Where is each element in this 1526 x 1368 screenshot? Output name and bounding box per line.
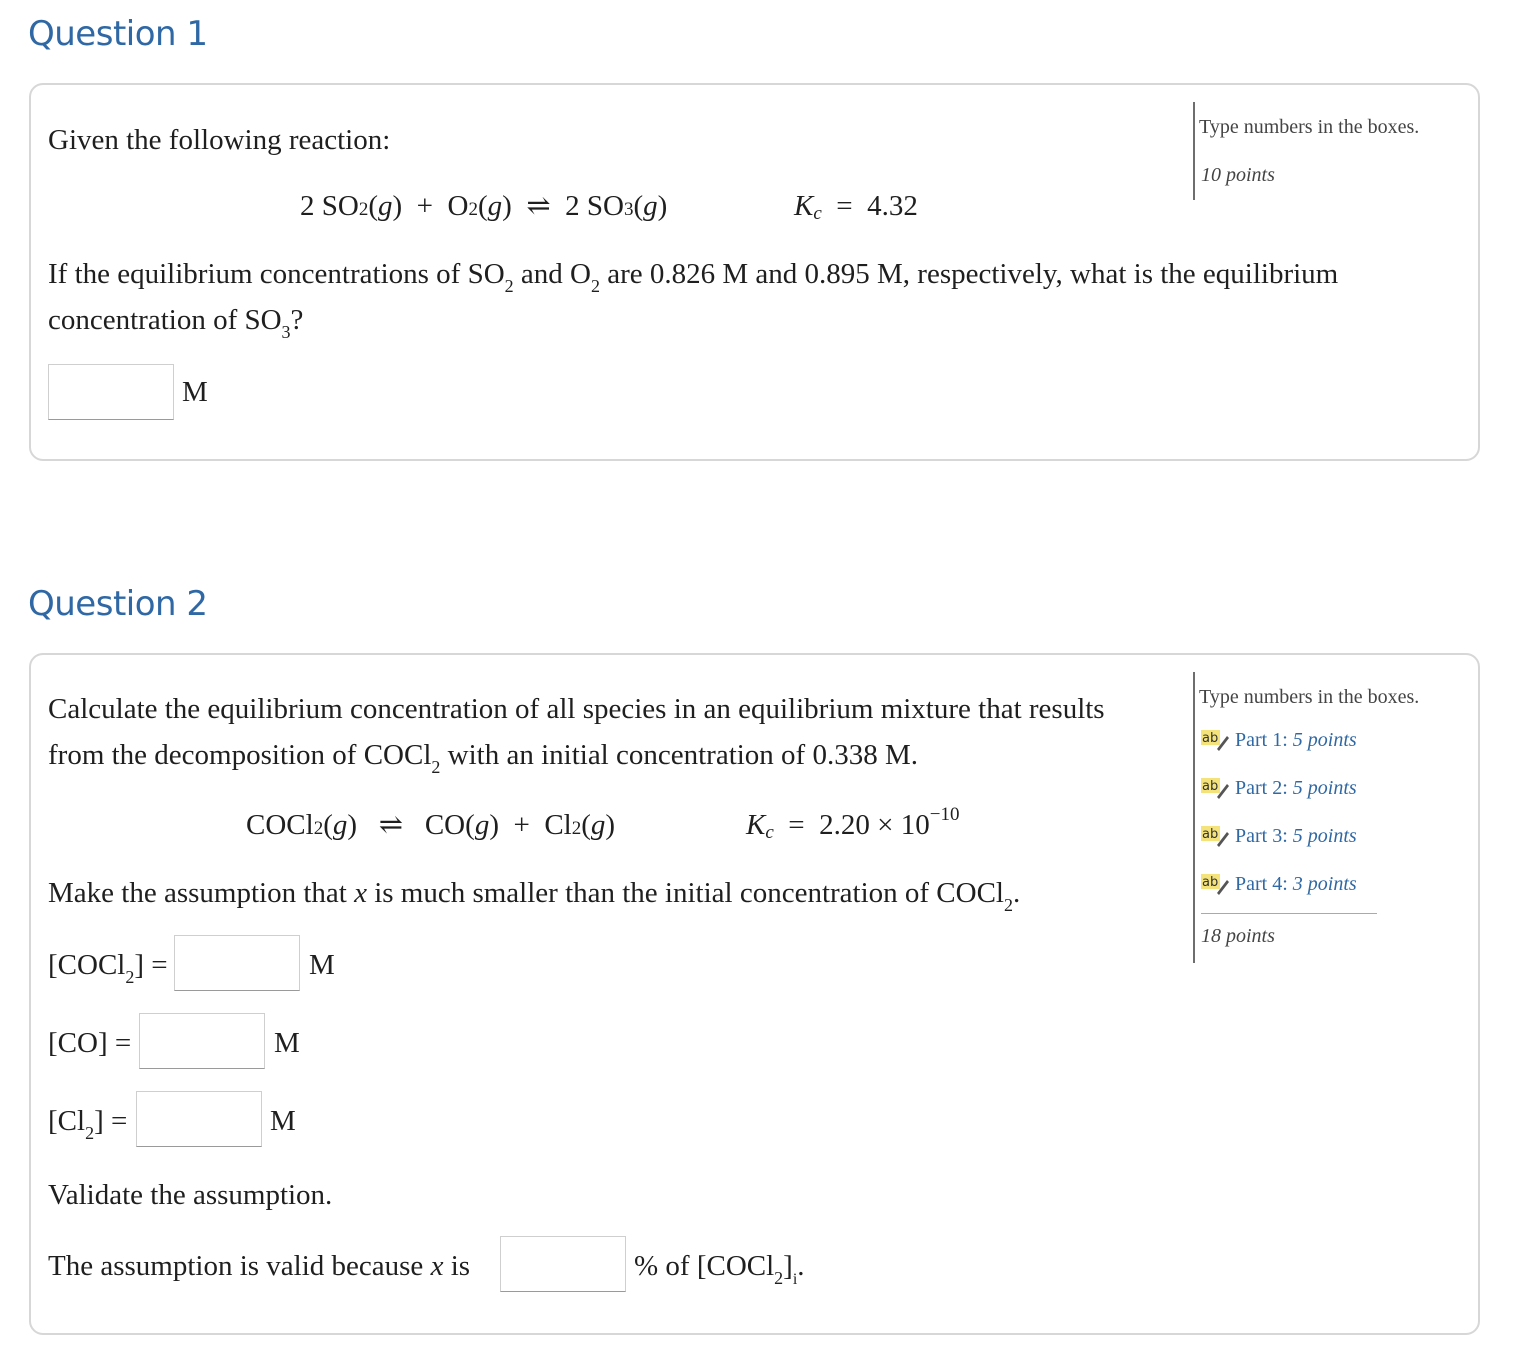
percent-input[interactable] (500, 1236, 626, 1292)
cocl2-unit: M (309, 949, 335, 981)
cl2-label: $[Cl_2]$ = (48, 1105, 128, 1143)
co-label: [CO] = (48, 1027, 132, 1059)
part-1-link[interactable]: Part 1: (1235, 729, 1288, 751)
part-4-link[interactable]: Part 4: (1235, 873, 1288, 895)
co-concentration-input[interactable] (139, 1013, 265, 1069)
svg-text:ab: ab (1202, 778, 1219, 794)
question-text-line-2: concentration of $SO_3$? (48, 304, 304, 342)
question-1-title: Question 1 (28, 14, 208, 54)
validate-heading: Validate the assumption. (48, 1179, 333, 1211)
unit-label: M (182, 376, 208, 408)
points-divider (1201, 913, 1377, 914)
question-1-panel (29, 83, 1480, 461)
fill-in-blank-icon (1201, 730, 1229, 752)
equilibrium-constant: $Kc = 2.20 \times 10^{-10}$ (746, 804, 960, 843)
fill-in-blank-icon (1201, 826, 1229, 848)
validity-text: The assumption is valid because x is (48, 1250, 471, 1282)
part-1-row[interactable] (1201, 729, 1357, 752)
reaction-equation: 2 SO2(g) + O2(g) ⇌ 2 SO3(g) (300, 190, 668, 222)
input-hint: Type numbers in the boxes. (1199, 686, 1420, 708)
svg-text:ab: ab (1202, 874, 1219, 890)
question-2-title: Question 2 (28, 584, 208, 624)
svg-text:ab: ab (1202, 730, 1219, 746)
svg-text:ab: ab (1202, 826, 1219, 842)
part-2-points: 5 points (1292, 777, 1357, 799)
input-hint: Type numbers in the boxes. (1199, 116, 1420, 138)
points-total: 10 points (1201, 164, 1275, 186)
cocl2-label: [COCl$_2$] = (48, 949, 168, 987)
intro-text: Given the following reaction: (48, 124, 391, 156)
part-4-points: 3 points (1292, 873, 1357, 895)
points-total: 18 points (1201, 925, 1275, 947)
so3-concentration-input[interactable] (48, 364, 174, 420)
question-text-line-1: Calculate the equilibrium concentration of all species in an equilibrium mixture that results (48, 693, 1105, 725)
question-text-line-2: from the decomposition of COCl$_2$ with an initial concentration of 0.338 M. (48, 739, 918, 777)
part-3-points: 5 points (1292, 825, 1357, 847)
fill-in-blank-icon (1201, 778, 1229, 800)
equilibrium-constant: Kc = 4.32 (794, 190, 918, 224)
part-4-row[interactable] (1201, 873, 1357, 896)
question-text-line-1: If the equilibrium concentrations of $SO_2$ and $O_2$ are 0.826 M and 0.895 M, respectively, what is the equilibrium (48, 258, 1339, 296)
question-2-panel (29, 653, 1480, 1335)
co-unit: M (274, 1027, 300, 1059)
cl2-unit: M (270, 1105, 296, 1137)
reaction-equation: COCl2(g) ⇌ CO(g) + Cl2(g) (246, 809, 616, 841)
cl2-concentration-input[interactable] (136, 1091, 262, 1147)
part-3-row[interactable] (1201, 825, 1357, 848)
assumption-text: Make the assumption that x is much smaller than the initial concentration of COCl$_2$. (48, 877, 1021, 915)
question-2-sidebar (1193, 672, 1420, 963)
cocl2-concentration-input[interactable] (174, 935, 300, 991)
part-2-link[interactable]: Part 2: (1235, 777, 1288, 799)
part-2-row[interactable] (1201, 777, 1357, 800)
question-1-sidebar (1193, 102, 1420, 200)
percent-label: % of $[COCl_2]_i$. (634, 1250, 805, 1288)
part-1-points: 5 points (1292, 729, 1357, 751)
part-3-link[interactable]: Part 3: (1235, 825, 1288, 847)
fill-in-blank-icon (1201, 874, 1229, 896)
